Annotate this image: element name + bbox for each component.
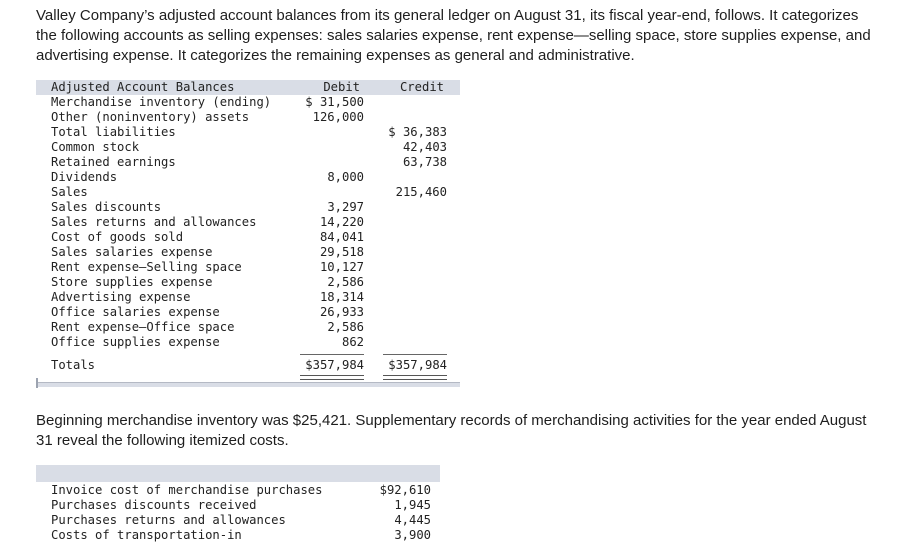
debit-amount: 29,518 (319, 245, 364, 259)
cost-amount: $92,610 (379, 483, 431, 497)
cost-label: Purchases returns and allowances (51, 513, 286, 527)
table-row (36, 335, 460, 350)
credit-amount: 63,738 (402, 155, 447, 169)
costs-table-body (36, 483, 440, 543)
table-row (36, 260, 460, 275)
totals-credit: $357,984 (388, 358, 447, 372)
table-row (36, 320, 460, 335)
list-item (36, 483, 440, 498)
credit-column-header: Credit (399, 80, 444, 94)
debit-amount: 18,314 (319, 290, 364, 304)
beginning-inventory-paragraph: Beginning merchandise inventory was $25,421. Supplementary records of merchandising activities for the year ended August 31 reveal the following itemized costs. (36, 412, 867, 449)
debit-double-underline (300, 375, 364, 380)
account-name: Store supplies expense (51, 275, 213, 289)
totals-row (36, 354, 460, 378)
account-name: Other (noninventory) assets (51, 110, 250, 124)
cost-amount: 3,900 (394, 528, 431, 542)
list-item (36, 513, 440, 528)
debit-amount: 10,127 (319, 260, 364, 274)
account-column-header: Adjusted Account Balances (51, 80, 235, 94)
account-name: Dividends (51, 170, 118, 184)
table-row (36, 110, 460, 125)
credit-amount: $ 36,383 (388, 125, 447, 139)
credit-amount: 42,403 (402, 140, 447, 154)
account-name: Total liabilities (51, 125, 176, 139)
table-bottom-bar (36, 382, 460, 387)
debit-amount: 2,586 (327, 320, 364, 334)
cost-label: Invoice cost of merchandise purchases (51, 483, 323, 497)
table-row (36, 155, 460, 170)
account-name: Rent expense—Selling space (51, 260, 242, 274)
cost-amount: 4,445 (394, 513, 431, 527)
list-item (36, 528, 440, 543)
trial-balance-table (36, 80, 460, 378)
intro-paragraph: Valley Company’s adjusted account balances from its general ledger on August 31, its fiscal year-end, follows. It categorizes the following accounts as selling expenses: sales salaries expense, rent expense—selling space, store supplies expense, and advertising expense. It categorizes the remaining expenses as general and administrative. (36, 7, 871, 64)
table-row (36, 245, 460, 260)
debit-column-header: Debit (323, 80, 360, 94)
account-name: Common stock (51, 140, 140, 154)
table-row (36, 95, 460, 110)
credit-double-underline (383, 375, 447, 380)
costs-table-header (36, 465, 440, 482)
table-row (36, 140, 460, 155)
debit-amount: 862 (341, 335, 364, 349)
table-row (36, 125, 460, 140)
account-name: Sales (51, 185, 88, 199)
account-name: Rent expense—Office space (51, 320, 235, 334)
table-row (36, 170, 460, 185)
cost-label: Purchases discounts received (51, 498, 257, 512)
account-name: Retained earnings (51, 155, 176, 169)
debit-amount: 8,000 (327, 170, 364, 184)
table-row (36, 185, 460, 200)
debit-amount: 26,933 (319, 305, 364, 319)
cost-amount: 1,945 (394, 498, 431, 512)
table-left-accent (36, 378, 38, 388)
credit-amount: 215,460 (395, 185, 447, 199)
account-name: Cost of goods sold (51, 230, 184, 244)
account-name: Sales discounts (51, 200, 162, 214)
table-row (36, 290, 460, 305)
debit-amount: 2,586 (327, 275, 364, 289)
debit-amount: 84,041 (319, 230, 364, 244)
debit-total-rule (300, 354, 364, 355)
table-body (36, 95, 460, 350)
debit-amount: $ 31,500 (305, 95, 364, 109)
account-name: Sales returns and allowances (51, 215, 257, 229)
totals-label: Totals (51, 358, 96, 372)
list-item (36, 498, 440, 513)
table-row (36, 215, 460, 230)
table-header (36, 80, 460, 95)
merchandising-costs-table (36, 465, 440, 543)
table-row (36, 200, 460, 215)
table-row (36, 230, 460, 245)
account-name: Office salaries expense (51, 305, 220, 319)
account-name: Merchandise inventory (ending) (51, 95, 272, 109)
debit-amount: 14,220 (319, 215, 364, 229)
cost-label: Costs of transportation-in (51, 528, 242, 542)
totals-debit: $357,984 (305, 358, 364, 372)
debit-amount: 126,000 (312, 110, 364, 124)
table-row (36, 305, 460, 320)
account-name: Office supplies expense (51, 335, 220, 349)
credit-total-rule (383, 354, 447, 355)
account-name: Sales salaries expense (51, 245, 213, 259)
account-name: Advertising expense (51, 290, 191, 304)
table-row (36, 275, 460, 290)
debit-amount: 3,297 (327, 200, 364, 214)
